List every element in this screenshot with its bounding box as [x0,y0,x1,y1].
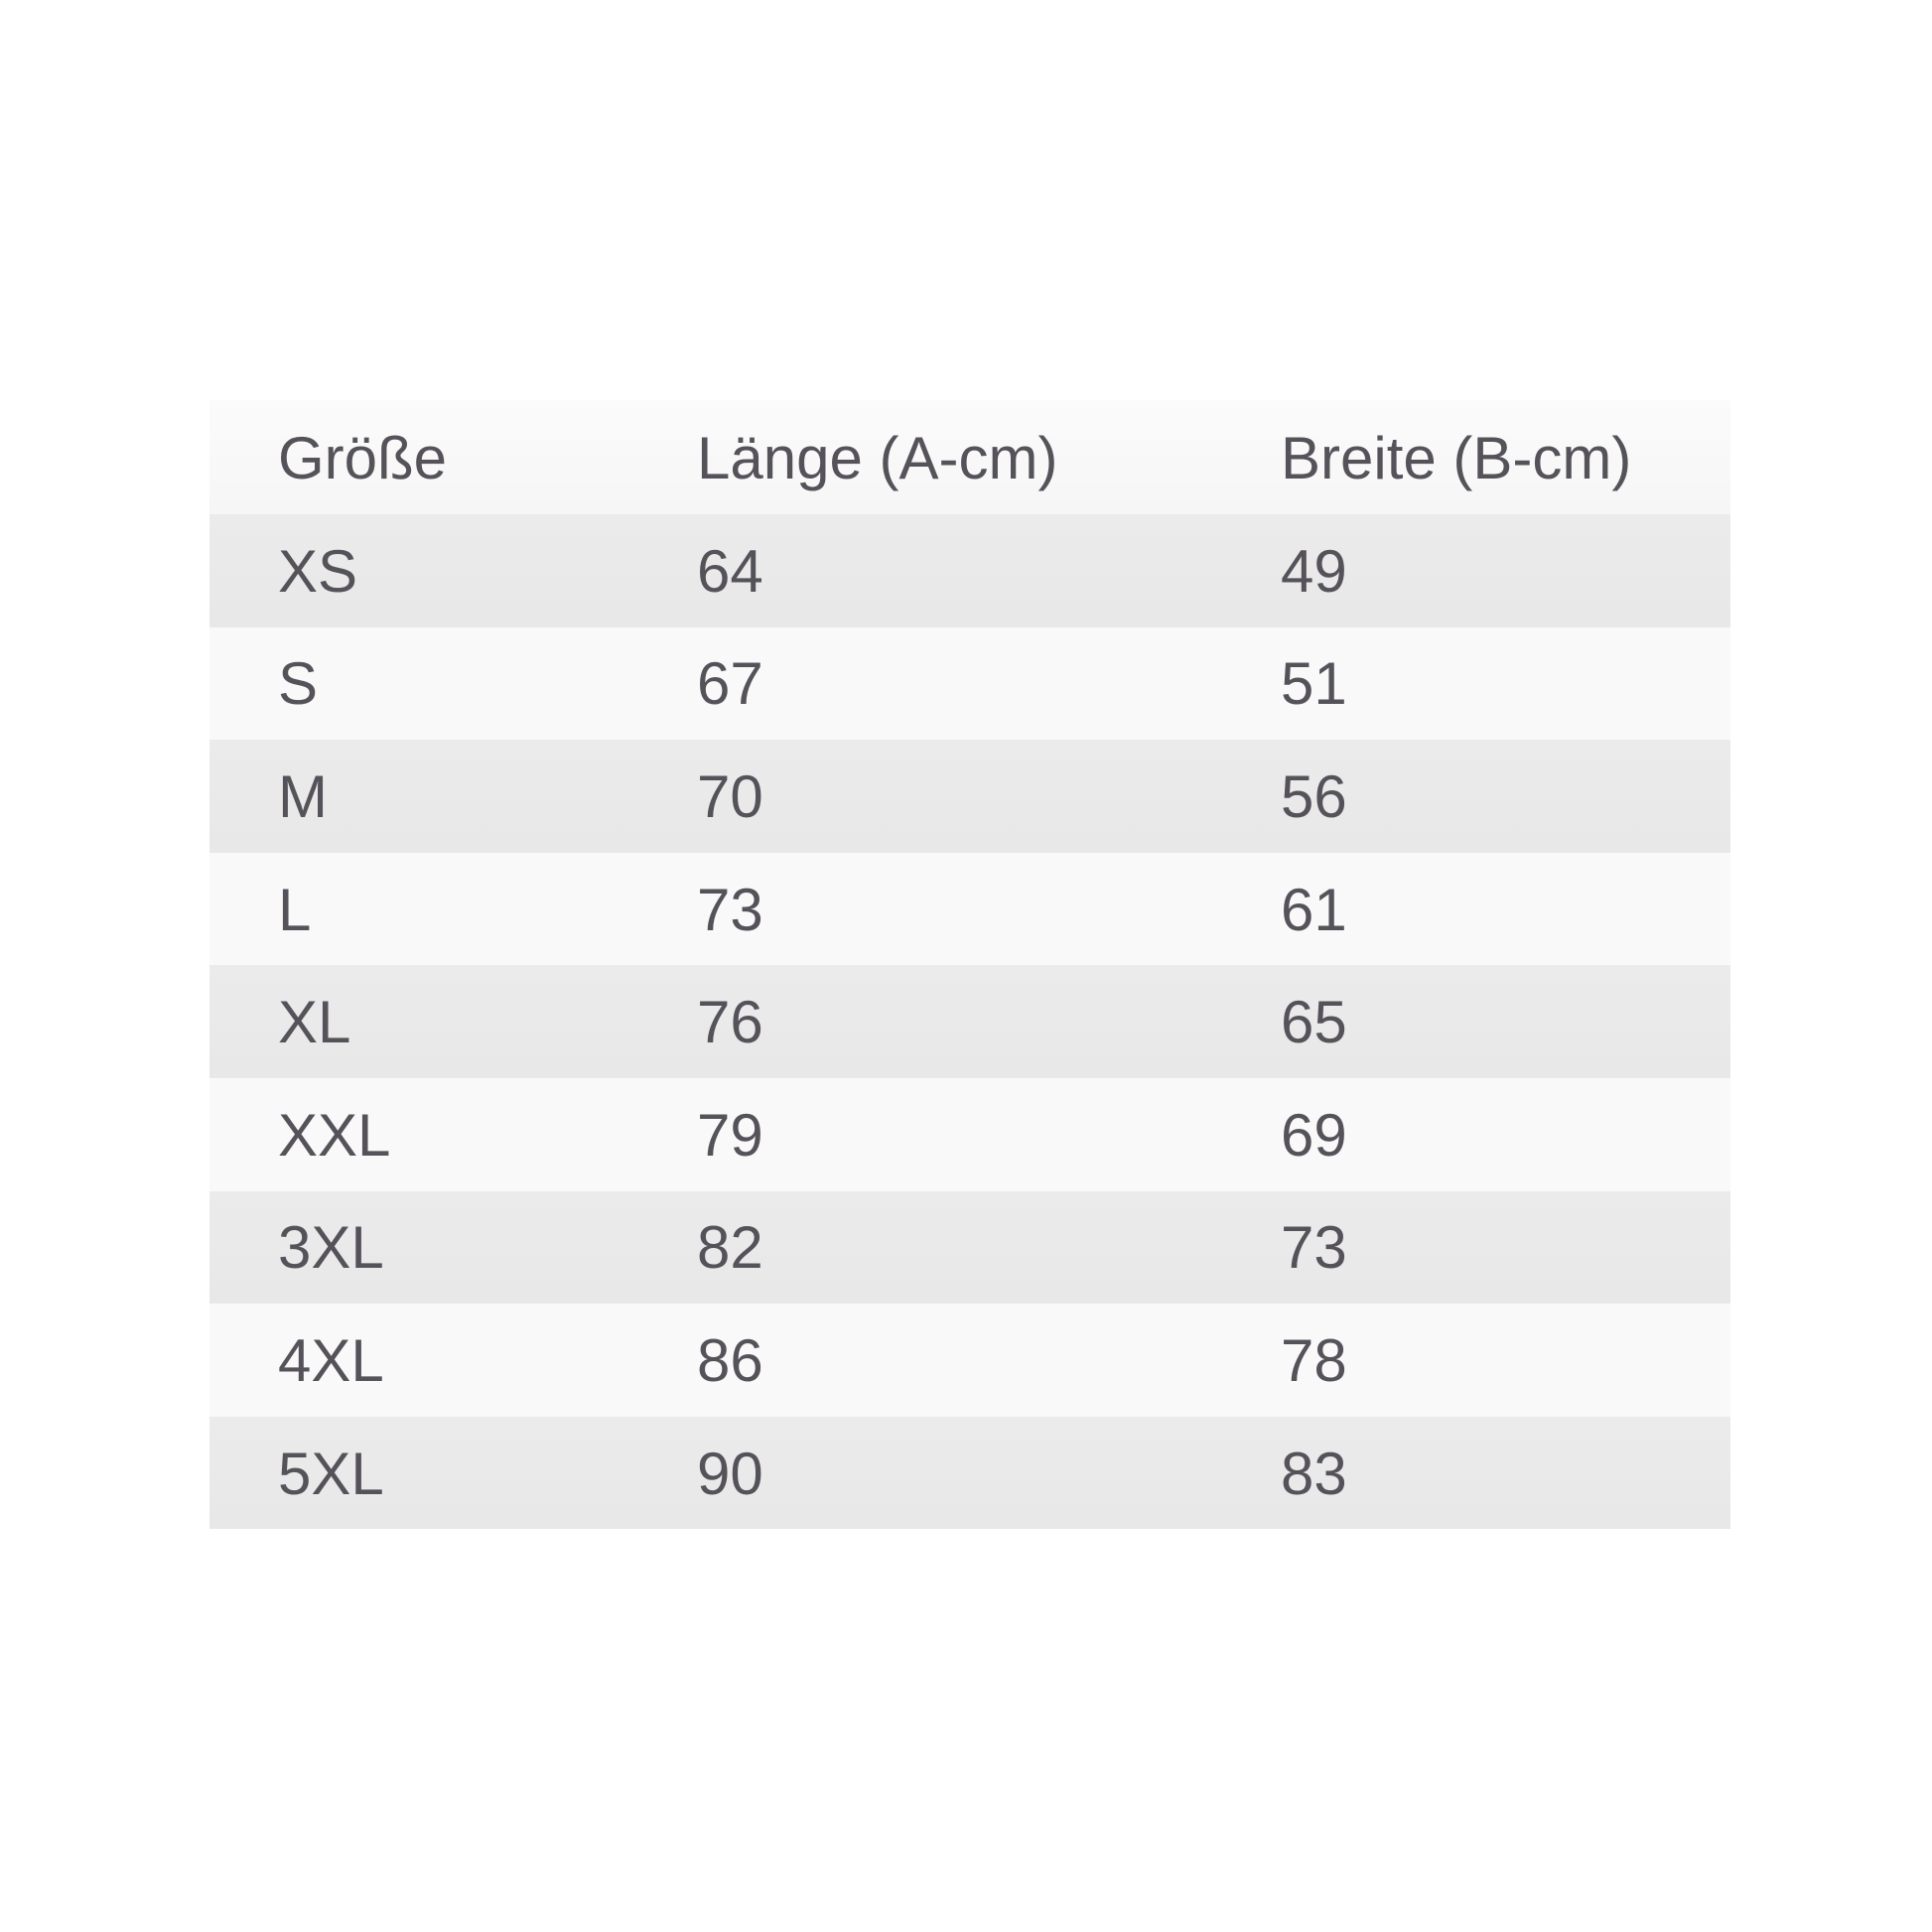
column-header-length: Länge (A-cm) [697,424,1058,491]
size-cell: XXL [278,1101,391,1169]
size-cell: M [278,762,328,830]
length-cell: 64 [697,537,763,605]
size-cell: XS [278,537,358,605]
table-header-row [209,400,1730,514]
table-row-5xl [209,1417,1730,1530]
width-cell: 78 [1281,1326,1347,1394]
table-row-xs [209,514,1730,627]
table-row-xl [209,965,1730,1078]
column-header-width: Breite (B-cm) [1281,424,1632,491]
length-cell: 90 [697,1440,763,1507]
length-cell: 79 [697,1101,763,1169]
width-cell: 49 [1281,537,1347,605]
size-cell: 5XL [278,1440,384,1507]
table-row-xxl [209,1078,1730,1191]
width-cell: 73 [1281,1214,1347,1282]
table-row-3xl [209,1191,1730,1305]
width-cell: 61 [1281,876,1347,943]
size-cell: 4XL [278,1326,384,1394]
length-cell: 82 [697,1214,763,1282]
length-cell: 73 [697,876,763,943]
table-row-s [209,627,1730,741]
size-cell: 3XL [278,1214,384,1282]
length-cell: 86 [697,1326,763,1394]
table-row-m [209,740,1730,853]
size-chart-table [209,400,1730,1529]
length-cell: 67 [697,650,763,718]
length-cell: 76 [697,989,763,1056]
size-cell: S [278,650,319,718]
width-cell: 56 [1281,762,1347,830]
width-cell: 65 [1281,989,1347,1056]
table-row-4xl [209,1304,1730,1417]
column-header-size: Größe [278,424,448,491]
width-cell: 51 [1281,650,1347,718]
table-row-l [209,853,1730,966]
width-cell: 83 [1281,1440,1347,1507]
size-cell: XL [278,989,351,1056]
width-cell: 69 [1281,1101,1347,1169]
size-cell: L [278,876,312,943]
length-cell: 70 [697,762,763,830]
